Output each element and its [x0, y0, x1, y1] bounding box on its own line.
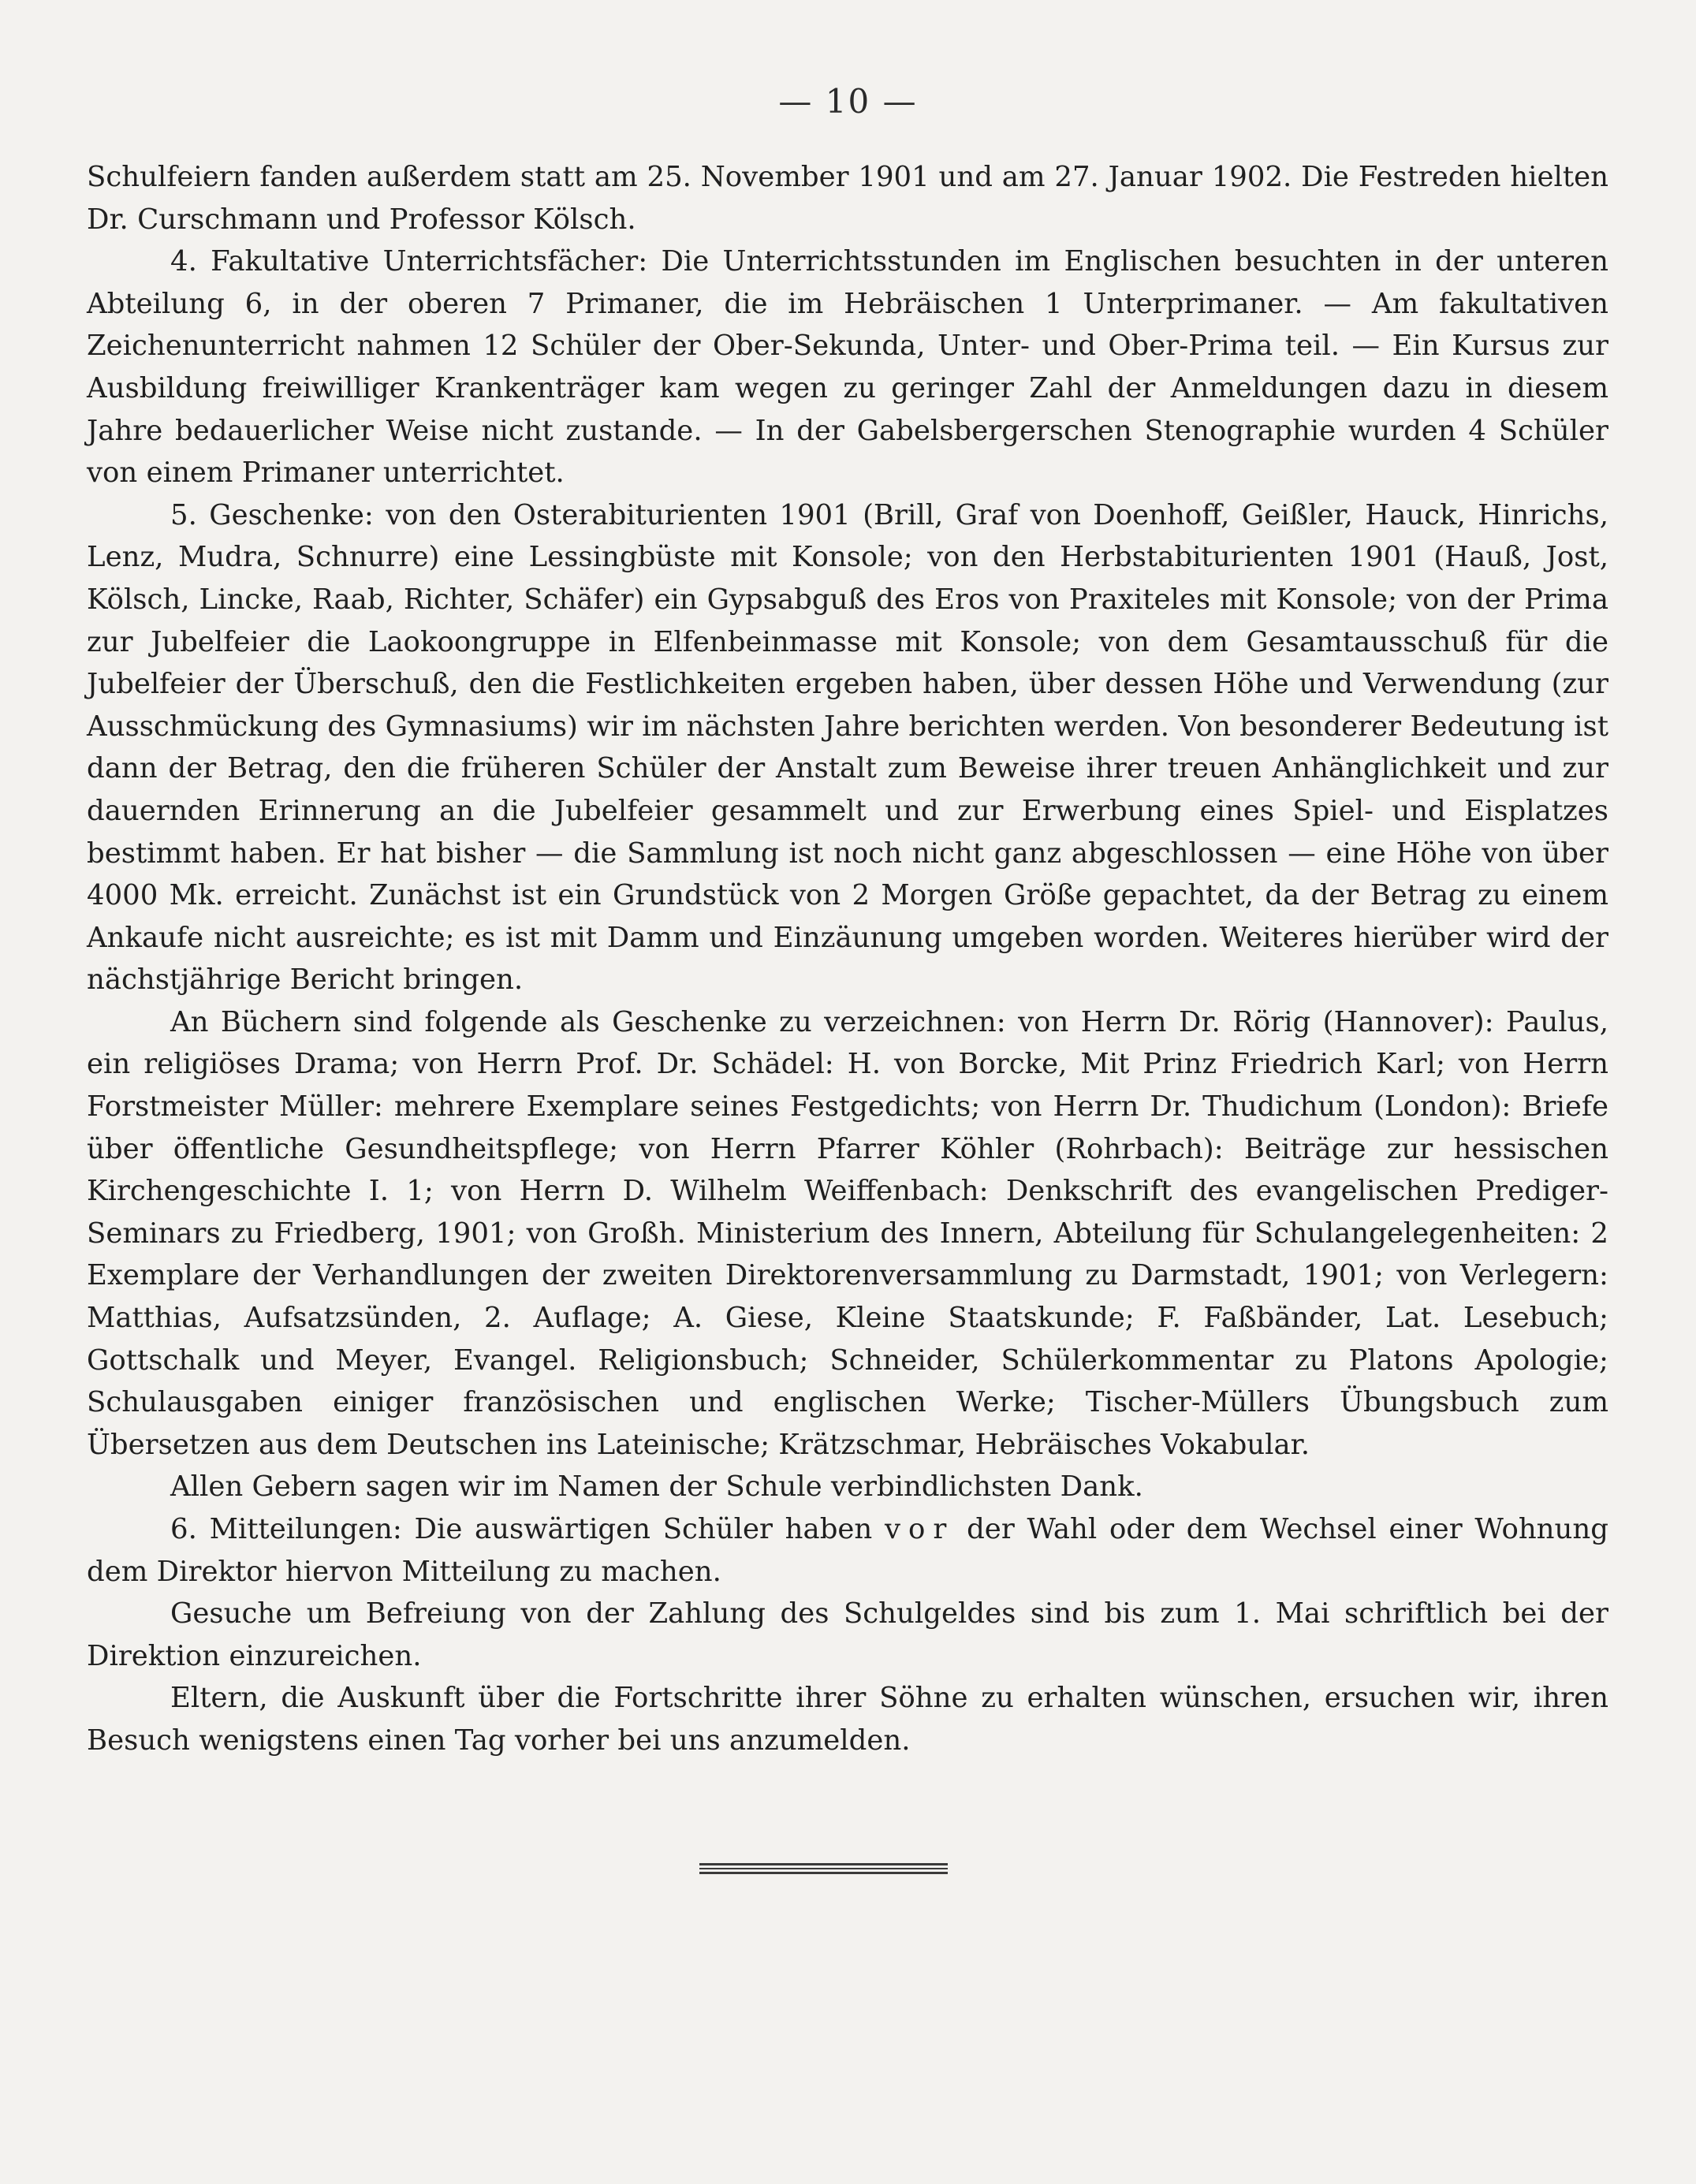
closing-double-rule: [699, 1863, 948, 1876]
paragraph-parent-visits: Eltern, die Auskunft über die Fortschritte ihrer Söhne zu erhalten wünschen, ersuchen wir, ihren Besuch wenigstens einen Tag vorher bei uns anzumelden.: [87, 1682, 1608, 1757]
paragraph-school-festivals: Schulfeiern fanden außerdem statt am 25. November 1901 und am 27. Januar 1902. Die Festreden hielten Dr. Curschmann und Professor Kölsch.: [87, 161, 1608, 236]
paragraph-tuition-exemption: Gesuche um Befreiung von der Zahlung des Schulgeldes sind bis zum 1. Mai schriftlich bei der Direktion einzureichen.: [87, 1597, 1608, 1672]
page-number: — 10 —: [778, 82, 918, 121]
paragraph-thanks: Allen Gebern sagen wir im Namen der Schule verbindlichsten Dank.: [170, 1470, 1143, 1504]
announcements-emphasis: vor: [884, 1513, 955, 1545]
paragraph-book-donations: An Büchern sind folgende als Geschenke zu verzeichnen: von Herrn Dr. Rörig (Hannover): Paulus, ein religiöses Drama; von Herrn Prof. Dr. Schädel: H. von Borcke, Mit Prinz Friedrich Karl; von Herrn Forstmeister Müller: mehrere Exemplare seines Festgedichts; von Herrn Dr. Thudichum (London): Briefe über öffentliche Gesundheitspflege; von Herrn Pfarrer Köhler (Rohrbach): Beiträge zur hessischen Kirchengeschichte I. 1; von Herrn D. Wilhelm Weiffenbach: Denkschrift des evangelischen Prediger-Seminars zu Friedberg, 1901; von Großh. Ministerium des Innern, Abteilung für Schulangelegenheiten: 2 Exemplare der Verhandlungen der zweiten Direktorenversammlung zu Darmstadt, 1901; von Verlegern: Matthias, Aufsatzsünden, 2. Auflage; A. Giese, Kleine Staatskunde; F. Faßbänder, Lat. Lesebuch; Gottschalk und Meyer, Evangel. Religionsbuch; Schneider, Schülerkommentar zu Platons Apologie; Schulausgaben einiger französischen und englischen Werke; Tischer-Müllers Übungsbuch zum Übersetzen aus dem Deutschen ins Lateinische; Krätzschmar, Hebräisches Vokabular.: [87, 1005, 1608, 1461]
announcements-text-end: der Wahl oder dem Wechsel einer Wohnung dem Direktor hiervon Mitteilung zu machen.: [87, 1513, 1608, 1588]
body-text: [87, 156, 1608, 1762]
announcements-text-start: 6. Mitteilungen: Die auswärtigen Schüler haben: [170, 1513, 885, 1545]
paragraph-announcements: [87, 1508, 1608, 1593]
paragraph-optional-subjects: 4. Fakultative Unterrichtsfächer: Die Unterrichtsstunden im Englischen besuchten in der unteren Abteilung 6, in der oberen 7 Primaner, die im Hebräischen 1 Unterprimaner. — Am fakultativen Zeichenunterricht nahmen 12 Schüler der Ober-Sekunda, Unter- und Ober-Prima teil. — Ein Kursus zur Ausbildung freiwilliger Krankenträger kam wegen zu geringer Zahl der Anmeldungen dazu in diesem Jahre bedauerlicher Weise nicht zustande. — In der Gabelsbergerschen Stenographie wurden 4 Schüler von einem Primaner unterrichtet.: [87, 245, 1608, 490]
paragraph-gifts: 5. Geschenke: von den Osterabiturienten 1901 (Brill, Graf von Doenhoff, Geißler, Hauck, Hinrichs, Lenz, Mudra, Schnurre) eine Lessingbüste mit Konsole; von den Herbstabiturienten 1901 (Hauß, Jost, Kölsch, Lincke, Raab, Richter, Schäfer) ein Gypsabguß des Eros von Praxiteles mit Konsole; von der Prima zur Jubelfeier die Laokoongruppe in Elfenbeinmasse mit Konsole; von dem Gesamtausschuß für die Jubelfeier der Überschuß, den die Festlichkeiten ergeben haben, über dessen Höhe und Verwendung (zur Ausschmückung des Gymnasiums) wir im nächsten Jahre berichten werden. Von besonderer Bedeutung ist dann der Betrag, den die früheren Schüler der Anstalt zum Beweise ihrer treuen Anhänglichkeit und zur dauernden Erinnerung an die Jubelfeier gesammelt und zur Erwerbung eines Spiel- und Eisplatzes bestimmt haben. Er hat bisher — die Sammlung ist noch nicht ganz abgeschlossen — eine Höhe von über 4000 Mk. erreicht. Zunächst ist ein Grundstück von 2 Morgen Größe gepachtet, da der Betrag zu einem Ankaufe nicht ausreichte; es ist mit Damm und Einzäunung umgeben worden. Weiteres hierüber wird der nächstjährige Bericht bringen.: [87, 498, 1608, 997]
